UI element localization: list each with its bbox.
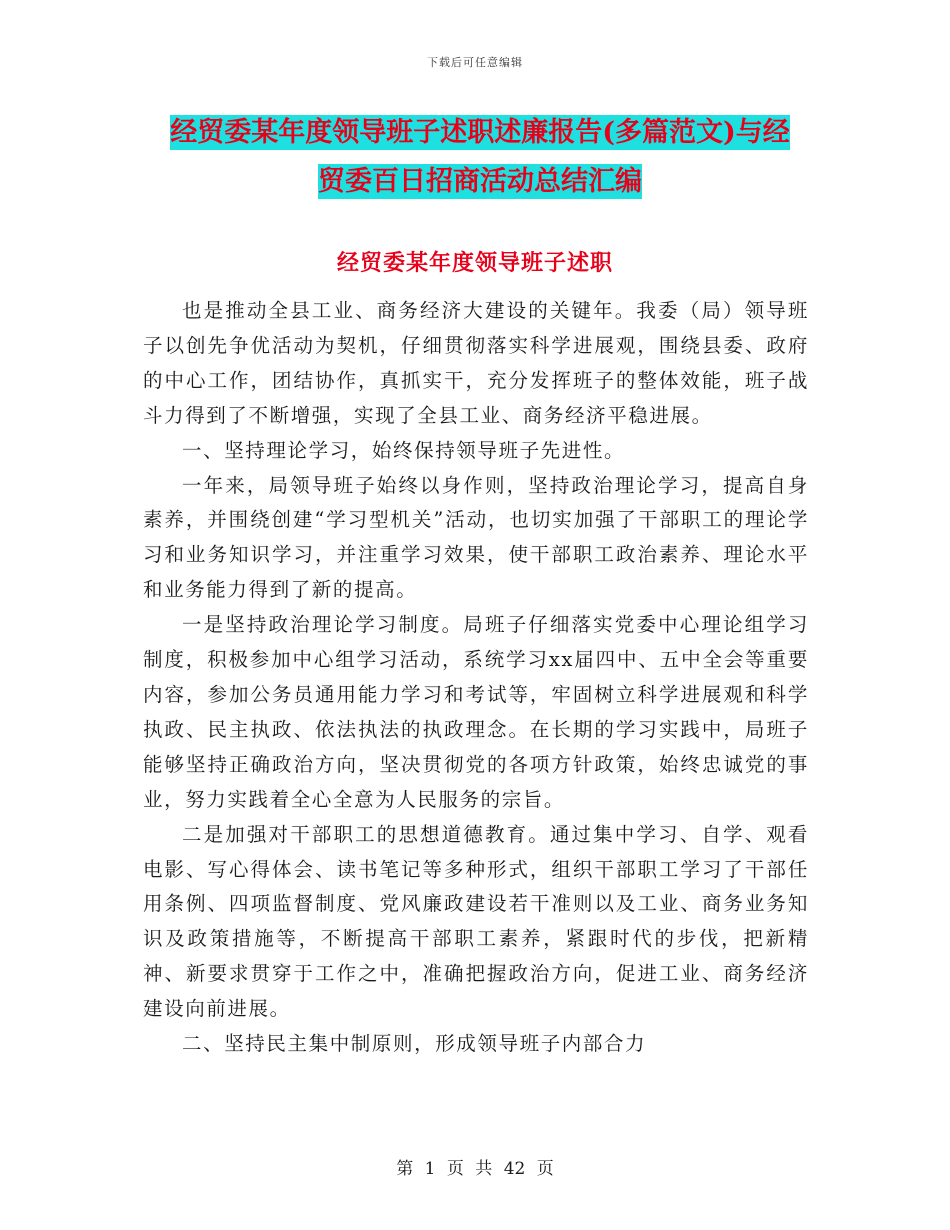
paragraph: 一是坚持政治理论学习制度。局班子仔细落实党委中心理论组学习制度，积极参加中心组学习活动，系统学习xx届四中、五中全会等重要内容，参加公务员通用能力学习和考试等，牢固树立科学进展观和科学执政、民主执政、依法执法的执政理念。在长期的学习实践中，局班子能够坚持正确政治方向，坚决贯彻党的各项方针政策，始终忠诚党的事业，努力实践着全心全意为人民服务的宗旨。 [143, 613, 809, 811]
paragraph: 二是加强对干部职工的思想道德教育。通过集中学习、自学、观看电影、写心得体会、读书笔记等多种形式，组织干部职工学习了干部任用条例、四项监督制度、党风廉政建设若干准则以及工业、商务业务知识及政策措施等，不断提高干部职工素养，紧跟时代的步伐，把新精神、新要求贯穿于工作之中，准确把握政治方向，促进工业、商务经济建设向前进展。 [143, 822, 809, 1021]
paragraph: 一、坚持理论学习，始终保持领导班子先进性。 [182, 438, 626, 462]
document-title [140, 108, 820, 206]
page-header-note: 下载后可任意编辑 [427, 56, 523, 69]
document-body [143, 294, 809, 1062]
paragraph: 二、坚持民主集中制原则，形成领导班子内部合力 [182, 1032, 647, 1056]
section-title: 经贸委某年度领导班子述职 [336, 250, 613, 276]
paragraph: 一年来，局领导班子始终以身作则，坚持政治理论学习，提高自身素养，并围绕创建“学习型机关”活动，也切实加强了干部职工的理论学习和业务知识学习，并注重学习效果，使干部职工政治素养、理论水平和业务能力得到了新的提高。 [143, 473, 809, 602]
paragraph: 也是推动全县工业、商务经济大建设的关键年。我委（局）领导班子以创先争优活动为契机，仔细贯彻落实科学进展观，围绕县委、政府的中心工作，团结协作，真抓实干，充分发挥班子的整体效能，班子战斗力得到了不断增强，实现了全县工业、商务经济平稳进展。 [143, 299, 809, 427]
document-title-line-1: 经贸委某年度领导班子述职述廉报告(多篇范文)与经 [170, 117, 790, 148]
page-number-footer: 第 1 页 共 42 页 [396, 1159, 554, 1179]
document-title-line-2: 贸委百日招商活动总结汇编 [318, 166, 642, 197]
